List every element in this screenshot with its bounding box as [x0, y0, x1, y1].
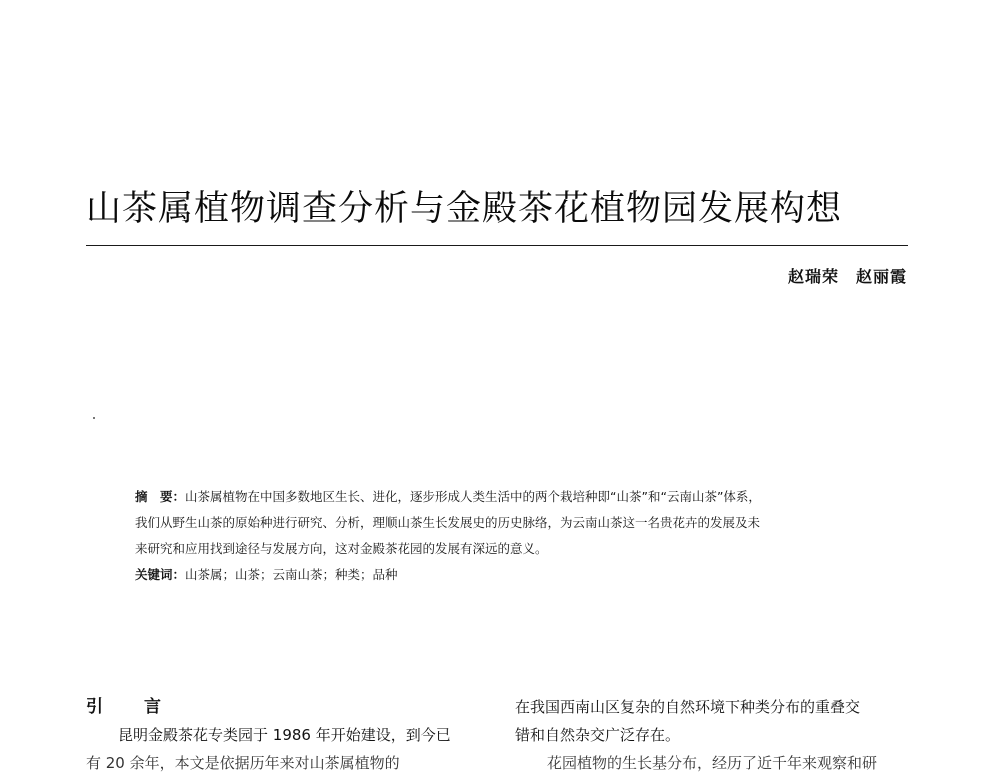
- keywords-line: [135, 562, 865, 588]
- right-paragraph-cut-line: 花园植物的生长基分布，经历了近千年来观察和研: [547, 754, 878, 772]
- abstract-line-2: 我们从野生山茶的原始种进行研究、分析，理顺山茶生长发展史的历史脉络，为云南山茶这一名贵花卉的发展及未: [135, 515, 761, 530]
- keywords-label: 关键词：: [135, 567, 186, 582]
- abstract-block: [135, 484, 865, 588]
- page-title: 山茶属植物调查分析与金殿茶花植物园发展构想: [86, 189, 843, 229]
- right-paragraph-line-2: 错和自然杂交广泛存在。: [515, 726, 681, 744]
- keywords-text: 山茶属；山茶；云南山茶；种类；品种: [185, 567, 398, 582]
- abstract-label: 摘 要：: [135, 489, 186, 504]
- abstract-line-1: [135, 484, 865, 510]
- abstract-text-1: 山茶属植物在中国多数地区生长、进化，逐步形成人类生活中的两个栽培种即“山茶”和“云南山茶”体系，: [185, 489, 761, 504]
- abstract-line-3: 来研究和应用找到途径与发展方向，这对金殿茶花园的发展有深远的意义。: [135, 541, 548, 556]
- scan-speck: [93, 417, 95, 419]
- right-column: [515, 693, 915, 772]
- intro-paragraph-cut-line: 有 20 余年，本文是依据历年来对山茶属植物的: [86, 754, 400, 772]
- left-column: [86, 693, 486, 772]
- intro-paragraph-line: 昆明金殿茶花专类园于 1986 年开始建设，到今已: [118, 726, 451, 744]
- title-divider: [86, 245, 908, 246]
- right-paragraph-line-1: 在我国西南山区复杂的自然环境下种类分布的重叠交: [515, 698, 861, 716]
- section-heading-intro: 引 言: [86, 697, 173, 717]
- author-names: 赵瑞荣 赵丽霞: [787, 267, 907, 286]
